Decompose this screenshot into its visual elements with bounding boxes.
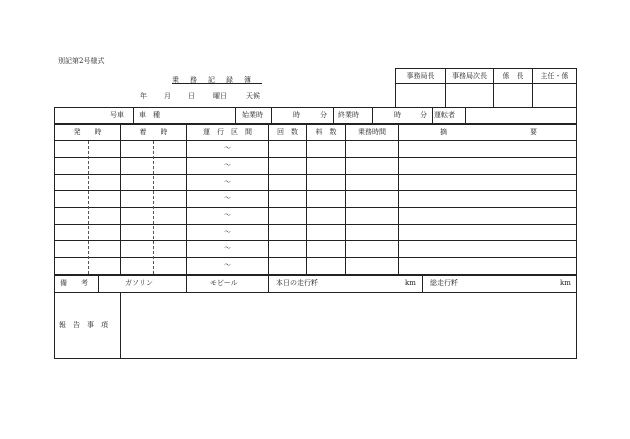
km-unit: km — [560, 279, 571, 287]
header-route: 運 行 区 間 — [203, 128, 252, 136]
end-minute-label: 分 — [420, 111, 427, 119]
approval-chief: 係 長 — [502, 72, 524, 80]
approval-director: 事務局長 — [406, 72, 435, 80]
route-tilde: 〜 — [224, 244, 231, 252]
header-arrive: 着 時 — [139, 128, 168, 136]
approval-deputy: 事務局次長 — [452, 72, 487, 80]
total-distance-label: 総走行粁 — [430, 279, 458, 287]
date-month: 月 — [164, 92, 171, 100]
header-depart: 発 時 — [73, 128, 102, 136]
route-tilde: 〜 — [224, 261, 231, 269]
gasoline-label: ガソリン — [125, 279, 153, 287]
route-tilde: 〜 — [224, 211, 231, 219]
date-day: 日 — [188, 92, 195, 100]
date-weekday: 曜日 — [213, 92, 227, 100]
approval-staff: 主任・係 — [540, 72, 569, 80]
start-minute-label: 分 — [320, 111, 327, 119]
route-tilde: 〜 — [224, 194, 231, 202]
km-unit: km — [405, 279, 416, 287]
start-time-label: 始業時 — [242, 111, 263, 119]
route-tilde: 〜 — [224, 228, 231, 236]
page-title: 乗務記録簿 — [172, 76, 262, 84]
header-summary-b: 要 — [530, 128, 537, 136]
driver-label: 運転者 — [434, 111, 455, 119]
report-label: 報 告 事 項 — [59, 321, 108, 329]
end-hour-label: 時 — [394, 111, 401, 119]
start-hour-label: 時 — [293, 111, 300, 119]
header-summary-a: 摘 — [440, 128, 447, 136]
form-id: 別記第2号様式 — [58, 57, 105, 65]
date-weather: 天候 — [246, 92, 260, 100]
date-year: 年 — [140, 92, 147, 100]
today-distance-label: 本日の走行粁 — [276, 279, 318, 287]
route-tilde: 〜 — [224, 144, 231, 152]
header-fare: 料 数 — [315, 128, 337, 136]
end-time-label: 終業時 — [338, 111, 359, 119]
header-ride-time: 乗務時間 — [358, 128, 386, 136]
route-tilde: 〜 — [224, 178, 231, 186]
car-number-label: 号車 — [110, 111, 124, 119]
remarks-label: 備 考 — [60, 279, 88, 287]
mobil-label: モビール — [210, 279, 238, 287]
header-count: 回 数 — [277, 128, 298, 136]
car-type-label: 車 種 — [139, 111, 160, 119]
route-tilde: 〜 — [224, 161, 231, 169]
